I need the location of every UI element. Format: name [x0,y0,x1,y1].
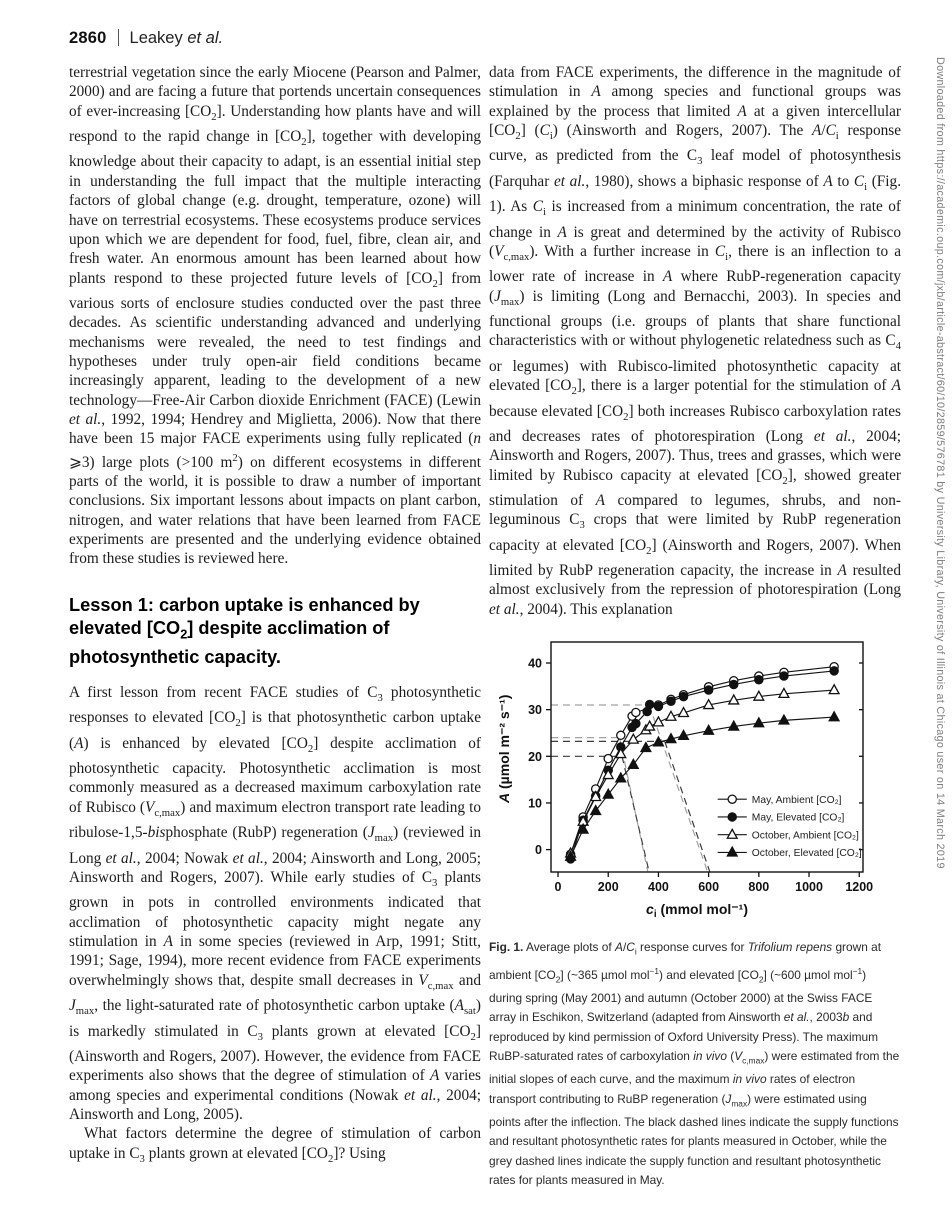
svg-text:200: 200 [597,880,619,895]
lesson1-heading: Lesson 1: carbon uptake is enhanced by elevated $[CO_2]$ despite acclimation of photosynthetic capacity. [69,594,420,668]
svg-text:May, Ambient [CO₂]: May, Ambient [CO₂] [751,794,842,806]
svg-text:10: 10 [528,796,542,811]
svg-text:A (µmol m⁻² s⁻¹): A (µmol m⁻² s⁻¹) [496,694,512,804]
svg-text:30: 30 [528,703,542,718]
svg-text:400: 400 [648,880,669,895]
page-number: 2860 [69,29,107,47]
lesson1-question-paragraph: What factors determine the degree of stimulation of carbon uptake in $C_3$ plants grown at elevated $[CO_2]$? Using [69,1125,481,1165]
figure-1 [489,634,901,1190]
svg-text:1200: 1200 [845,880,874,895]
aci-response-chart [495,634,875,926]
svg-text:0: 0 [554,880,562,895]
svg-text:20: 20 [528,749,542,764]
figure-1-caption: Fig. 1. Average plots of $A/C_i$ response curves for Trifolium repens grown at ambient $[CO_2]$ (~365 µmol mol$^{-1}$) and elevated $[CO_2]$ (~600 µmol mol$^{-1}$) during spring (May 2001) and autumn (October 2000) at the Swiss FACE array in Eschikon, Switzerland (adapted from Ainsworth et al., 2003b and reproduced by kind permission of Oxford University Press). The maximum RuBP-saturated rates of carboxylation in vivo $(V_{c,max})$ were estimated from the initial slopes of each curve, and the maximum in vivo rates of electron transport contributing to RuBP regeneration $(J_{max})$ were estimated using points after the inflection. The black dashed lines indicate the supply functions and resultant photosynthetic rates for plants measured in October, while the grey dashed lines indicate the supply function and resultant photosynthetic rates for plants measured in May. [489,940,900,1187]
page-header [69,26,669,48]
continuation-paragraph: data from FACE experiments, the difference in the magnitude of stimulation in A among species and functional groups was explained by the process that limited A at a given intercellular $[CO_2]$ $(C_i)$ (Ainsworth and Rogers, 2007). The $A/C_i$ response curve, as predicted from the $C_3$ leaf model of photosynthesis (Farquhar et al., 1980), shows a biphasic response of A to $C_i$ (Fig. 1). As $C_i$ is increased from a minimum concentration, the rate of change in A is great and determined by the activity of Rubisco $(V_{c,max})$. With a further increase in $C_i$, there is an inflection to a lower rate of increase in A where RubP-regeneration capacity $(J_{max})$ is limiting (Long and Bernacchi, 2003). In species and functional groups (i.e. groups of plants that share functional characteristics with or without phylogenetic relatedness such as $C_4$ or legumes) with Rubisco-limited photosynthetic capacity at elevated $[CO_2]$, there is a larger potential for the stimulation of A because elevated $[CO_2]$ both increases Rubisco carboxylation rates and decreases rates of photorespiration (Long et al., 2004; Ainsworth and Rogers, 2007). Thus, trees and grasses, which were limited by Rubisco capacity at elevated $[CO_2]$, showed greater stimulation of A compared to legumes, shrubs, and non-leguminous $C_3$ crops that were limited by RubP regeneration capacity at elevated $[CO_2]$ (Ainsworth and Rogers, 2007). When limited by RubP regeneration capacity, the increase in A resulted almost exclusively from the repression of photorespiration (Long et al., 2004). This explanation [489,64,902,618]
svg-text:600: 600 [698,880,720,895]
svg-text:ci (mmol mol⁻¹): $c_i$ (mmol mol⁻¹) [646,901,748,921]
lesson1-paragraph: A first lesson from recent FACE studies of $C_3$ photosynthetic responses to elevated $[CO_2]$ is that photosynthetic carbon uptake (A) is enhanced by elevated $[CO_2]$ despite acclimation of photosynthetic capacity. Photosynthetic acclimation is most commonly measured as a decreased maximum carboxylation rate of Rubisco $(V_{c,max})$ and maximum electron transport rate leading to ribulose-1,5-bisphosphate (RubP) regeneration $(J_{max})$ (reviewed in Long et al., 2004; Nowak et al., 2004; Ainsworth and Long, 2005; Ainsworth and Rogers, 2007). While early studies of $C_3$ plants grown in pots in controlled environments indicated that acclimation of photosynthetic capacity might negate any stimulation in A in some species (reviewed in Arp, 1991; Stitt, 1991; Sage, 1994), more recent evidence from FACE experiments overwhelmingly shows that, despite small decreases in $V_{c,max}$ and $J_{max}$, the light-saturated rate of photosynthetic carbon uptake $(A_{sat})$ is markedly stimulated in $C_3$ plants grown at elevated $[CO_2]$ (Ainsworth and Rogers, 2007). However, the evidence from FACE experiments also shows that the degree of stimulation of A varies among species and experimental conditions (Nowak et al., 2004; Ainsworth and Long, 2005). [69,683,482,1123]
svg-text:40: 40 [528,656,542,671]
right-column [489,63,901,1190]
svg-text:October, Ambient [CO₂]: October, Ambient [CO₂] [751,830,859,842]
svg-text:October, Elevated [CO₂]: October, Elevated [CO₂] [751,848,862,860]
left-column [69,63,481,1169]
svg-text:800: 800 [748,880,770,895]
download-sidebar-text: Downloaded from https://academic.oup.com/jxb/article-abstract/60/10/2859/576781 by University Library, University of Illinois at Chicago user on 14 March 2019 [934,57,946,869]
intro-paragraph: terrestrial vegetation since the early Miocene (Pearson and Palmer, 2000) and are facing a future that portends uncertain consequences of ever-increasing $[CO_2]$. Understanding how plants have and will respond to the rapid change in $[CO_2]$, together with developing knowledge about their capacity to adapt, is an essential initial step in understanding the full impact that the multiple interacting factors of global change (e.g. drought, temperature, ozone) will have on terrestrial ecosystems. These ecosystems produce services upon which we are dependent for food, fuel, fibre, clean air, and fresh water. An enormous amount has been learned about how plants respond to these projected future levels of $[CO_2]$ from various sorts of enclosure studies conducted over the past three decades. As scientific understanding advanced and underlying mechanisms were revealed, the need to test findings and hypotheses under truly open-air field conditions became increasingly apparent, leading to the development of a new technology—Free-Air Carbon dioxide Enrichment (FACE) (Lewin et al., 1992, 1994; Hendrey and Miglietta, 2006). Now that there have been 15 major FACE experiments using fully replicated (n ⩾3) large plots (>100 $m^2$) on different ecosystems in different parts of the world, it is possible to draw a number of important conclusions. Six important lessons about impacts on plant carbon, nitrogen, and water relations that have been learned from FACE experiments are presented and the underlying evidence obtained from these studies is reviewed here. [69,64,482,568]
figure-1-chart [495,634,875,926]
svg-text:0: 0 [535,843,542,858]
header-authors: Leakey et al. [129,29,224,47]
svg-text:1000: 1000 [795,880,823,895]
svg-text:May, Elevated [CO₂]: May, Elevated [CO₂] [751,812,845,824]
header-divider [118,29,119,46]
